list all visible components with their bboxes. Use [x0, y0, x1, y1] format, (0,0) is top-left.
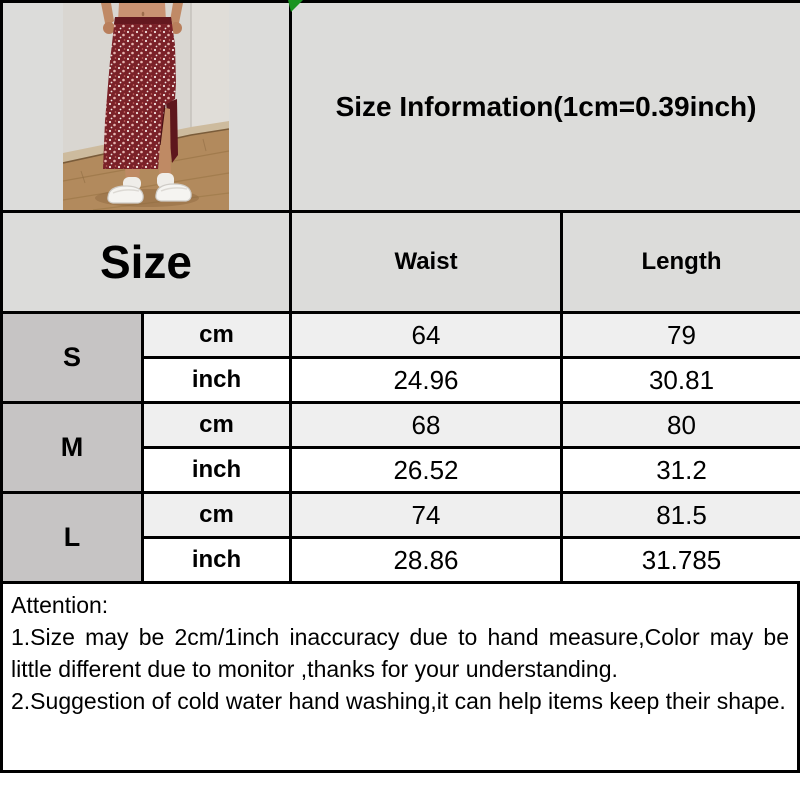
size-info-title-cell	[291, 2, 800, 212]
size-label-l: L	[2, 493, 143, 583]
length-value: 80	[562, 403, 800, 448]
top-band	[2, 2, 800, 212]
product-photo-cell	[2, 2, 291, 212]
column-header-length: Length	[562, 212, 800, 313]
length-value: 79	[562, 313, 800, 358]
length-value: 31.785	[562, 538, 800, 583]
table-row	[2, 493, 800, 538]
product-photo-illustration	[63, 3, 229, 210]
unit-label: cm	[143, 493, 291, 538]
size-label-s: S	[2, 313, 143, 403]
unit-label: inch	[143, 358, 291, 403]
unit-label: cm	[143, 403, 291, 448]
unit-label: inch	[143, 538, 291, 583]
attention-note-2: 2.Suggestion of cold water hand washing,it can help items keep their shape.	[11, 688, 786, 714]
waist-value: 64	[291, 313, 562, 358]
attention-note-1: 1.Size may be 2cm/1inch inaccuracy due to hand measure,Color may be little different due to monitor ,thanks for your understanding.	[11, 624, 789, 682]
waist-value: 24.96	[291, 358, 562, 403]
waist-value: 74	[291, 493, 562, 538]
length-value: 81.5	[562, 493, 800, 538]
length-value: 30.81	[562, 358, 800, 403]
length-value: 31.2	[562, 448, 800, 493]
table-row	[2, 403, 800, 448]
waist-value: 28.86	[291, 538, 562, 583]
table-header-row	[2, 212, 800, 313]
unit-label: inch	[143, 448, 291, 493]
column-header-size: Size	[2, 212, 291, 313]
unit-label: cm	[143, 313, 291, 358]
left-sneaker	[108, 186, 143, 203]
waist-value: 68	[291, 403, 562, 448]
waist-value: 26.52	[291, 448, 562, 493]
product-photo	[3, 3, 289, 210]
attention-section	[0, 584, 800, 773]
table-row	[2, 313, 800, 358]
size-label-m: M	[2, 403, 143, 493]
skirt-waistband	[114, 17, 172, 24]
column-header-waist: Waist	[291, 212, 562, 313]
attention-heading: Attention:	[11, 592, 109, 618]
right-sneaker	[156, 184, 191, 201]
size-info-title: Size Information(1cm=0.39inch)	[335, 90, 757, 122]
